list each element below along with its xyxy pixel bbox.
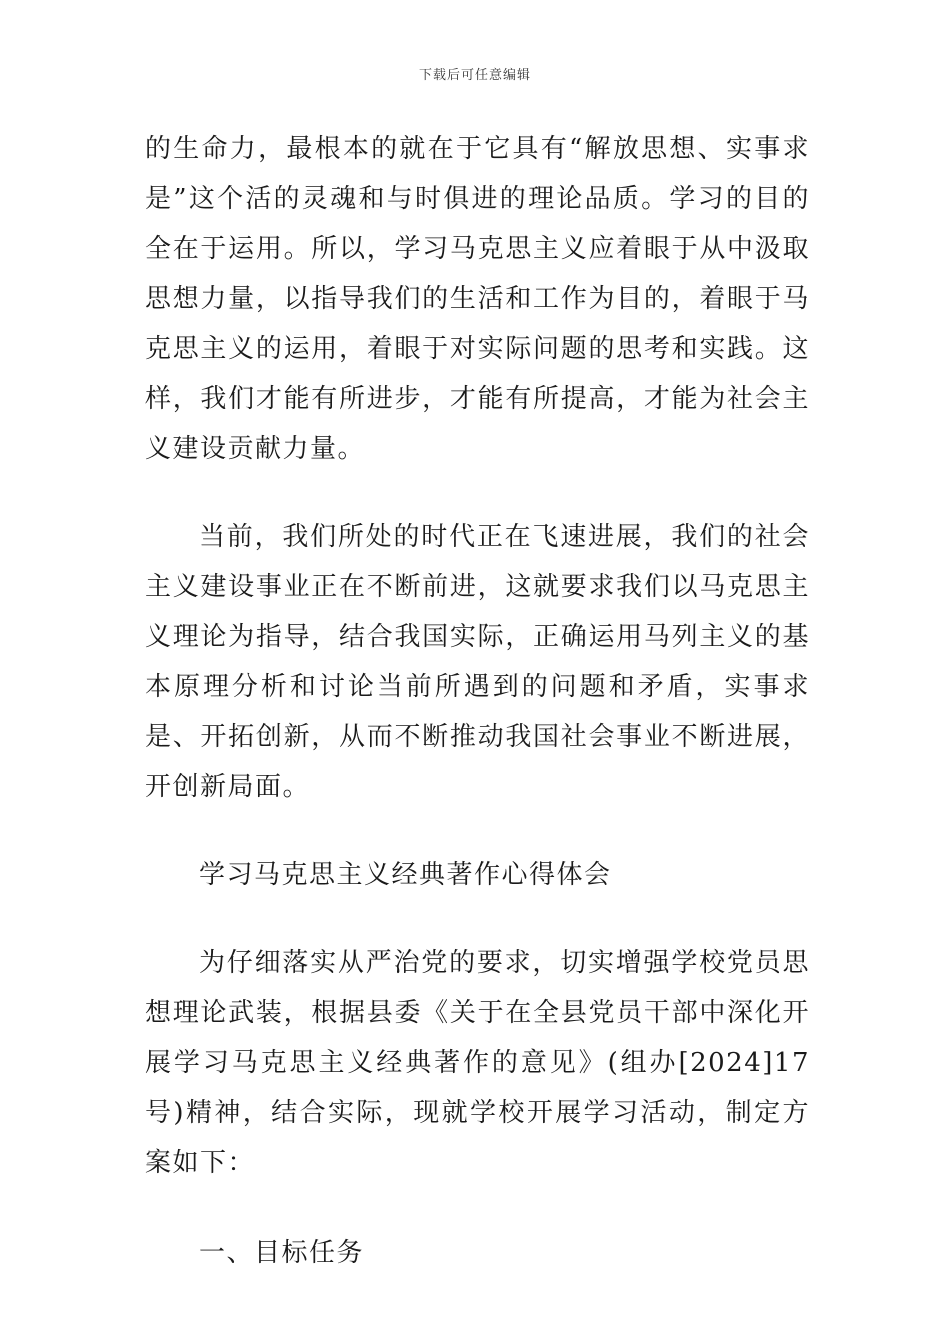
- paragraph-continuation: 的生命力，最根本的就在于它具有“解放思想、实事求是”这个活的灵魂和与时俱进的理论品质。学习的目的全在于运用。所以，学习马克思主义应着眼于从中汲取思想力量，以指导我们的生活和工作为目的，着眼于马克思主义的运用，着眼于对实际问题的思考和实践。这样，我们才能有所进步，才能有所提高，才能为社会主义建设贡献力量。: [145, 134, 810, 464]
- paragraph-plan-intro: 为仔细落实从严治党的要求，切实增强学校党员思想理论武装，根据县委《关于在全县党员干部中深化开展学习马克思主义经典著作的意见》(组办[2024]17号)精神，结合实际，现就学校开展学习活动，制定方案如下：: [145, 948, 810, 1178]
- paragraph-current-era: 当前，我们所处的时代正在飞速进展，我们的社会主义建设事业正在不断前进，这就要求我们以马克思主义理论为指导，结合我国实际，正确运用马列主义的基本原理分析和讨论当前所遇到的问题和矛盾，实事求是、开拓创新，从而不断推动我国社会事业不断进展，开创新局面。: [145, 522, 810, 802]
- heading-goals: 一、目标任务: [199, 1238, 365, 1268]
- document-body: [145, 124, 810, 1278]
- section-title: 学习马克思主义经典著作心得体会: [199, 860, 612, 890]
- header-note: 下载后可任意编辑: [418, 68, 531, 83]
